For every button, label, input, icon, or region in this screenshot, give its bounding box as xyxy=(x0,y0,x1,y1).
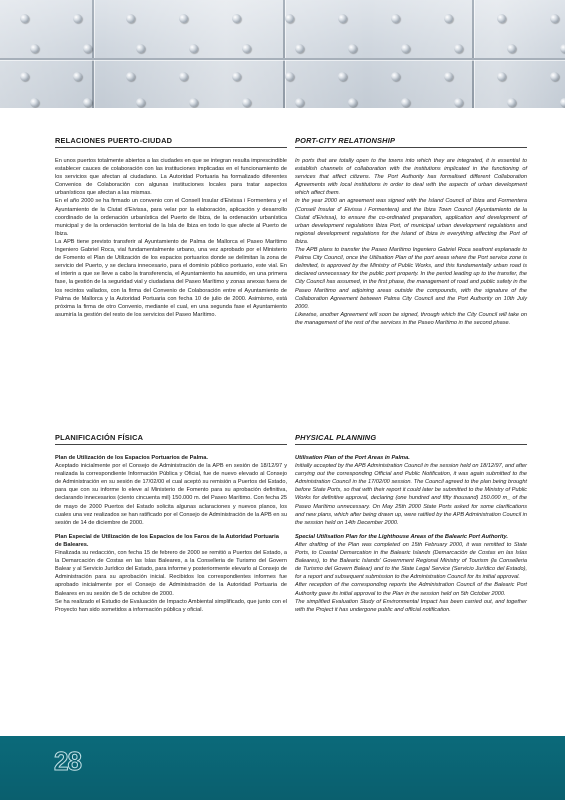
rivet xyxy=(497,14,506,23)
section-heading-relaciones: RELACIONES PUERTO-CIUDAD xyxy=(55,136,287,148)
rivet xyxy=(189,98,198,107)
rivet xyxy=(83,98,92,107)
rivet xyxy=(285,14,294,23)
rivet xyxy=(179,72,188,81)
subheading: Utilisation Plan of the Port Areas in Palma. xyxy=(295,455,410,461)
rivet xyxy=(507,44,516,53)
rivet xyxy=(338,14,347,23)
subheading: Plan de Utilización de los Espacios Portuarios de Palma. xyxy=(55,455,208,461)
section-heading-planificacion: PLANIFICACIÓN FÍSICA xyxy=(55,433,287,445)
rivet xyxy=(189,44,198,53)
paragraph: Aceptado inicialmente por el Consejo de Administración de la APB en sesión de 18/12/97 y realizada la correspondiente Información Pública y Oficial, fue de nuevo elevado al Consejo de Administración en su sesión de 17/02/00 el cual aceptó su remisión a Puertos del Estado, para que con su informe lo eleve al Ministerio de Fomento para su aprobación definitiva, declarando innecesarios (ciento cincuenta mil) 150.000 m. del Paseo Marítimo. Con fecha 25 de mayo de 2000 Puertos del Estado solicita algunas aclaraciones y nuevos planos, los cuales una vez realizados se han ratificado por el Consejo de Administración de la APB en su sesión de 14 de diciembre de 2000. xyxy=(55,463,287,526)
rivet xyxy=(444,72,453,81)
english-column xyxy=(295,136,527,327)
panel-seam xyxy=(472,0,474,108)
rivet xyxy=(73,72,82,81)
paragraph: En el año 2000 se ha firmado un convenio con el Consell Insular d'Eivissa i Formentera y el Ayuntamiento de la Ciutat d'Eivissa, para velar por la elaboración, aplicación y desarrollo coordinado de la ordenación urbanística del Puerto de Ibiza, de la ordenación urbanística municipal y de la ordenación territorial de la Isla de Ibiza en todo lo que afecte al Puerto de Ibiza. xyxy=(55,198,287,237)
paragraph: Likewise, another Agreement will soon be signed, through which the City Council will take on the management of the rest of the services in the Paseo Marítimo in the second phase. xyxy=(295,311,527,326)
rivet xyxy=(401,44,410,53)
rivet xyxy=(401,98,410,107)
rivet xyxy=(136,98,145,107)
rivet xyxy=(285,72,294,81)
rivet xyxy=(126,72,135,81)
rivet xyxy=(454,98,463,107)
paragraph: En unos puertos totalmente abiertos a las ciudades en que se integran resulta imprescindible establecer cauces de colaboración con las instituciones implicadas en el funcionamiento de los servicios que afectan al ciudadano. La Autoridad Portuaria ha formalizado diferentes Convenios de Colaboración con algunas instituciones locales para tratar aspectos urbanísticos que afectan a las mismas. xyxy=(55,158,287,197)
rivet xyxy=(20,72,29,81)
rivet xyxy=(444,14,453,23)
section-heading-physical-planning: PHYSICAL PLANNING xyxy=(295,433,527,445)
metal-plate-header xyxy=(0,0,565,108)
rivet xyxy=(232,14,241,23)
rivet xyxy=(295,98,304,107)
rivet xyxy=(232,72,241,81)
paragraph: After reception of the corresponding reports the Administration Council of the Balearic Port Authority gave its initial approval to the Plan in the session held on 5th October 2000. xyxy=(295,582,527,597)
paragraph: La APB tiene previsto transferir al Ayuntamiento de Palma de Mallorca el Paseo Marítimo Ingeniero Gabriel Roca, vial fundamentalmente urbano, una vez aprobado por el Ministerio de Fomento el Plan de Utilización de los espacios portuarios donde se delimitan la zona de servicio del Puerto, y se declara innecesario, para el dominio público portuario, este vial. En el interin a que se lleve a cabo la transferencia, el Ayuntamiento ha asumido, en una primera fase, la gestión de la seguridad vial y ciudadana del Paseo Marítimo y zonas anexas fuera de los recintos vallados, con la firma del Convenio de Colaboración entre el Ayuntamiento de Palma de Mallorca y la Autoridad Portuaria con fecha 10 de julio de 2000. Asimismo, está próxima la firma de otro Convenio, mediante el cual, en una segunda fase el Ayuntamiento asumiría la gestión del resto de los servicios del Paseo Marítimo. xyxy=(55,238,287,318)
rivet xyxy=(73,14,82,23)
subheading: Special Utilisation Plan for the Lighthouse Areas of the Balearic Port Authority. xyxy=(295,533,508,540)
rivet xyxy=(20,14,29,23)
rivet xyxy=(338,72,347,81)
paragraph: The simplified Evaluation Study of Environmental Impact has been carried out, and together with the Project it has undergone public and official notification. xyxy=(295,598,527,613)
rivet xyxy=(391,72,400,81)
spanish-column-planning xyxy=(55,433,287,614)
rivet xyxy=(295,44,304,53)
rivet xyxy=(507,98,516,107)
rivet xyxy=(136,44,145,53)
rivet xyxy=(242,98,251,107)
section-heading-port-city: PORT-CITY RELATIONSHIP xyxy=(295,136,527,148)
paragraph: In the year 2000 an agreement was signed with the Island Council of Ibiza and Formentera (Consell Insular d' Eivissa i Formentera) and the Ibiza Town Council (Ayuntamiento de la Ciutat d'Eivissa), to ensure the co-ordinated preparation, application and development of urban development regulations Ibiza Port, of municipal urban development regulations and regional development regulations for the Island of Ibiza in everything affecting the Port of Ibiza. xyxy=(295,198,527,245)
rivet xyxy=(348,44,357,53)
rivet xyxy=(83,44,92,53)
rivet xyxy=(550,72,559,81)
panel-seam xyxy=(92,0,94,108)
paragraph: After drafting of the Plan was completed on 15th February 2000, it was remitted to State Ports, to Coastal Demarcation in the Balearic Islands (Demarcación de Costas en las Islas Baleares), to the Balearic Islands' Government Regional Ministry of Tourism (la Conselleria de Turismo del Govern Balear) and to the State Legal Service (Servicio Jurídico del Estado), for a report and subsequent submission to the Administration Council for its initial approval. xyxy=(295,541,527,581)
rivet xyxy=(126,14,135,23)
paragraph: In ports that are totally open to the towns into which they are integrated, it is essential to establish channels of collaboration with the institutions implicated in the functioning of services that affect citizens. The Port Authority has formalised different Collaboration Agreements with local institutions in order to deal with the aspects of urban development which affect them. xyxy=(295,158,527,197)
rivet xyxy=(391,14,400,23)
rivet xyxy=(242,44,251,53)
spanish-column xyxy=(55,136,287,319)
rivet xyxy=(348,98,357,107)
english-column-planning xyxy=(295,433,527,614)
paragraph: The APB plans to transfer the Paseo Marítimo Ingeniero Gabriel Roca seafront esplanade to Palma City Council, once the Utilisation Plan of the port areas where the Port service zone is delimited, is approved by the Ministry of Public Works, and this fundamentally urban road is declared unnecessary for the public port property. In the period leading up to the transfer, the City Council has assumed, in the first phase, the management of road and public safety in the Paseo Marítimo and adjoining areas outside the compounds, with the signature of the Collaboration Agreement between Palma City Council and the Port Authority on 10th July 2000. xyxy=(295,247,527,310)
paragraph: Finalizada su redacción, con fecha 15 de febrero de 2000 se remitió a Puertos del Estado, a la Demarcación de Costas en las Islas Baleares, a la Conselleria de Turismo del Govern Balear y al Servicio Jurídico del Estado, para informe y posteriormente elevarlo al Consejo de Administración para su aprobación inicial. Recibidos los correspondientes informes fue aprobado inicialmente por el Consejo de Administración de la Autoridad Portuaria de Baleares en su sesión de 5 de octubre de 2000. xyxy=(55,550,287,597)
rivet xyxy=(550,14,559,23)
rivet xyxy=(560,98,565,107)
rivet xyxy=(454,44,463,53)
rivet xyxy=(30,44,39,53)
rivet xyxy=(497,72,506,81)
footer-band xyxy=(0,736,565,800)
panel-seam xyxy=(0,58,565,60)
rivet xyxy=(30,98,39,107)
rivet xyxy=(560,44,565,53)
subheading: Plan Especial de Utilización de los Espacios de los Faros de la Autoridad Portuaria de Baleares. xyxy=(55,533,279,548)
paragraph: Initially accepted by the APB Administration Council in the session held on 18/12/97, and after carrying out the corresponding Official and Public Notification, it was again submitted to the Administration Council in the 17/02/00 session. The Council agreed to the plan being brought before State Ports, so that with their report it could later be submitted to the Ministry of Public Works for definitive approval, declaring (one hundred and fifty thousand) 150.000 m_ of the Paseo Marítimo unnecessary. On May 25th 2000 State Ports asked for some clarifications and new plans, which after being drawn up, were ratified by the APB Administration Council in the session held on 14th December 2000. xyxy=(295,463,527,526)
page-number: 28 xyxy=(54,746,81,776)
paragraph: Se ha realizado el Estudio de Evaluación de Impacto Ambiental simplificado, que junto con el Proyecto han sido sometidos a información pública y oficial. xyxy=(55,598,287,613)
rivet xyxy=(179,14,188,23)
